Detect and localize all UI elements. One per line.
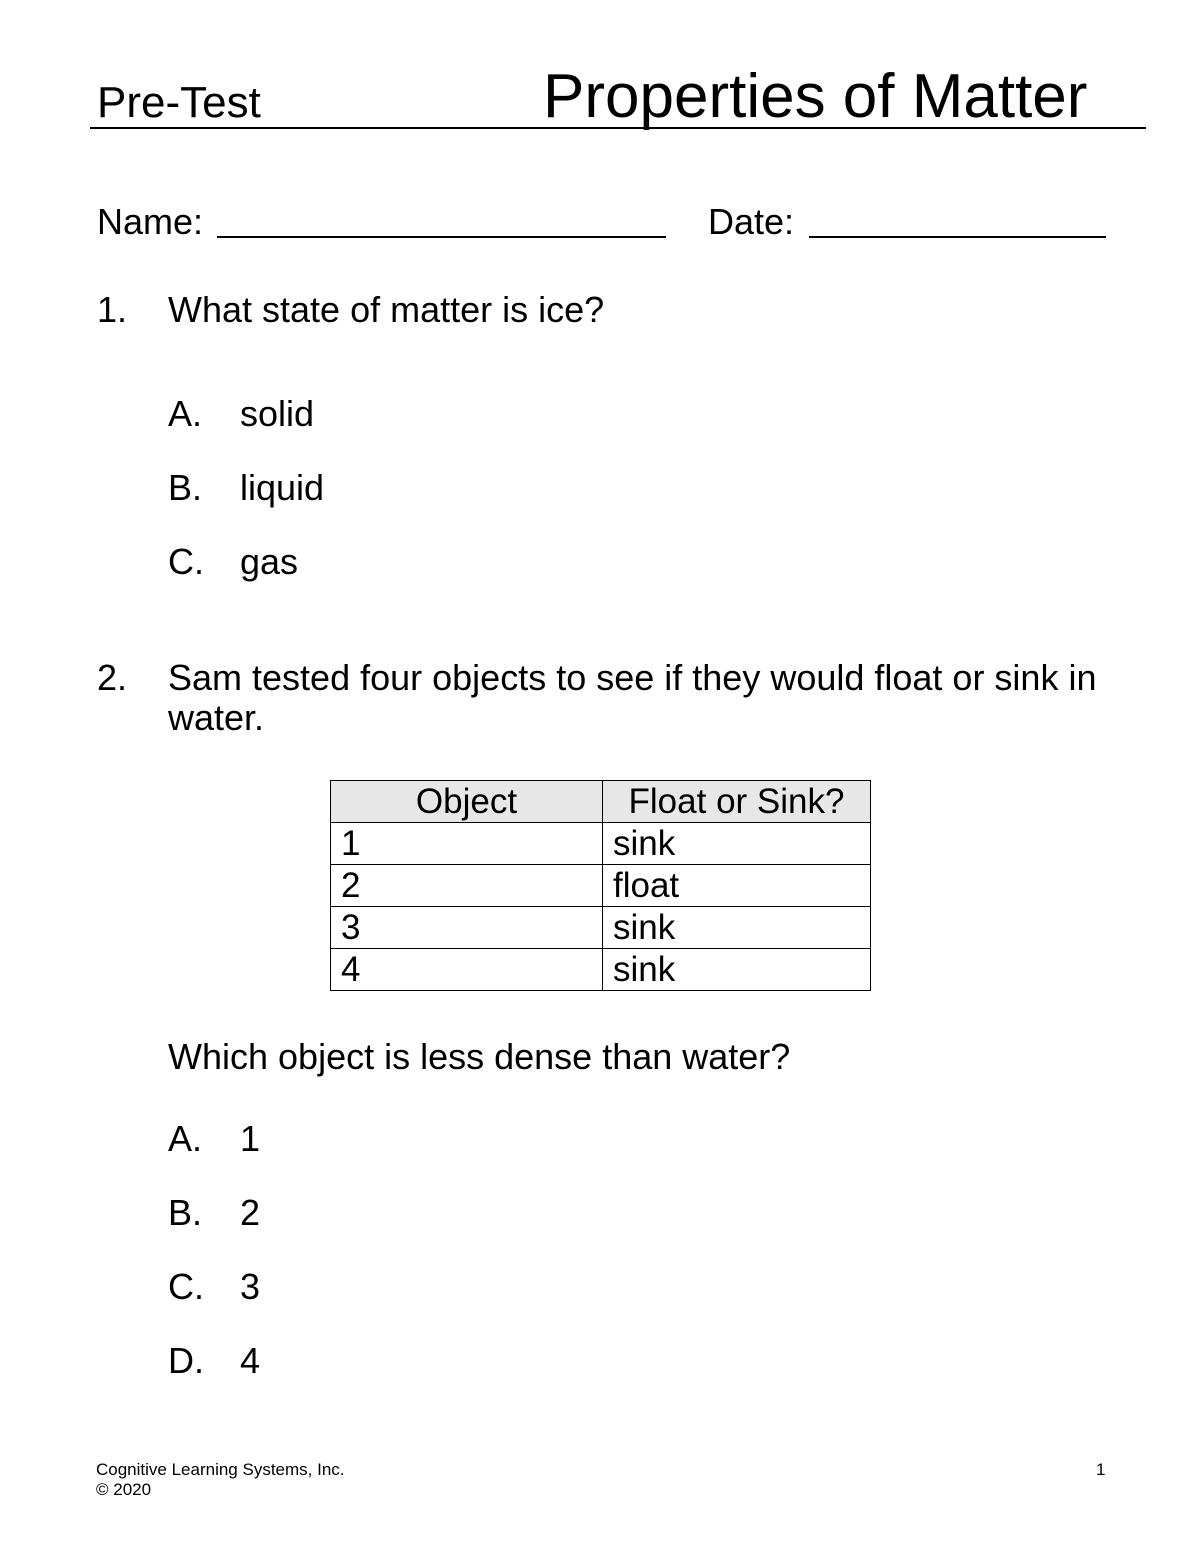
option-text: liquid bbox=[240, 467, 325, 508]
table-cell-result: sink bbox=[603, 949, 871, 991]
question-1-number: 1. bbox=[97, 289, 128, 330]
document-title: Properties of Matter bbox=[543, 62, 1088, 131]
float-sink-table bbox=[330, 780, 871, 991]
table-cell-object: 2 bbox=[331, 865, 603, 907]
table-row bbox=[331, 949, 871, 991]
option-text: solid bbox=[240, 393, 315, 434]
option-letter: A. bbox=[168, 1118, 203, 1159]
footer-company: Cognitive Learning Systems, Inc. bbox=[96, 1460, 345, 1479]
name-label: Name: bbox=[97, 201, 204, 242]
name-blank-line[interactable] bbox=[217, 236, 666, 238]
option-text: 2 bbox=[240, 1192, 261, 1233]
option-text: 3 bbox=[240, 1266, 261, 1307]
table-header-object: Object bbox=[331, 781, 603, 823]
option-letter: D. bbox=[168, 1340, 204, 1381]
table-row bbox=[331, 907, 871, 949]
table-cell-result: sink bbox=[603, 907, 871, 949]
option-letter: C. bbox=[168, 1266, 204, 1307]
option-letter: C. bbox=[168, 541, 204, 582]
table-cell-result: sink bbox=[603, 823, 871, 865]
question-2-text-line-1: Sam tested four objects to see if they would float or sink in bbox=[168, 657, 1097, 698]
table-cell-object: 4 bbox=[331, 949, 603, 991]
table-cell-object: 3 bbox=[331, 907, 603, 949]
option-letter: B. bbox=[168, 467, 203, 508]
table-row bbox=[331, 865, 871, 907]
document-subtitle: Pre-Test bbox=[97, 78, 261, 127]
table-row bbox=[331, 823, 871, 865]
question-2-prompt: Which object is less dense than water? bbox=[168, 1036, 791, 1077]
header-divider bbox=[90, 127, 1146, 129]
footer-copyright: © 2020 bbox=[96, 1480, 152, 1499]
table-header-row bbox=[331, 781, 871, 823]
table-header-float-or-sink: Float or Sink? bbox=[603, 781, 871, 823]
table-cell-result: float bbox=[603, 865, 871, 907]
question-2-number: 2. bbox=[97, 657, 128, 698]
date-blank-line[interactable] bbox=[809, 236, 1106, 238]
footer-page-number: 1 bbox=[1096, 1460, 1106, 1479]
table-cell-object: 1 bbox=[331, 823, 603, 865]
option-text: 4 bbox=[240, 1340, 261, 1381]
date-label: Date: bbox=[708, 201, 795, 242]
question-1-text: What state of matter is ice? bbox=[168, 289, 605, 330]
option-text: 1 bbox=[240, 1118, 261, 1159]
option-letter: B. bbox=[168, 1192, 203, 1233]
option-text: gas bbox=[240, 541, 299, 582]
question-2-text-line-2: water. bbox=[168, 697, 265, 738]
option-letter: A. bbox=[168, 393, 203, 434]
